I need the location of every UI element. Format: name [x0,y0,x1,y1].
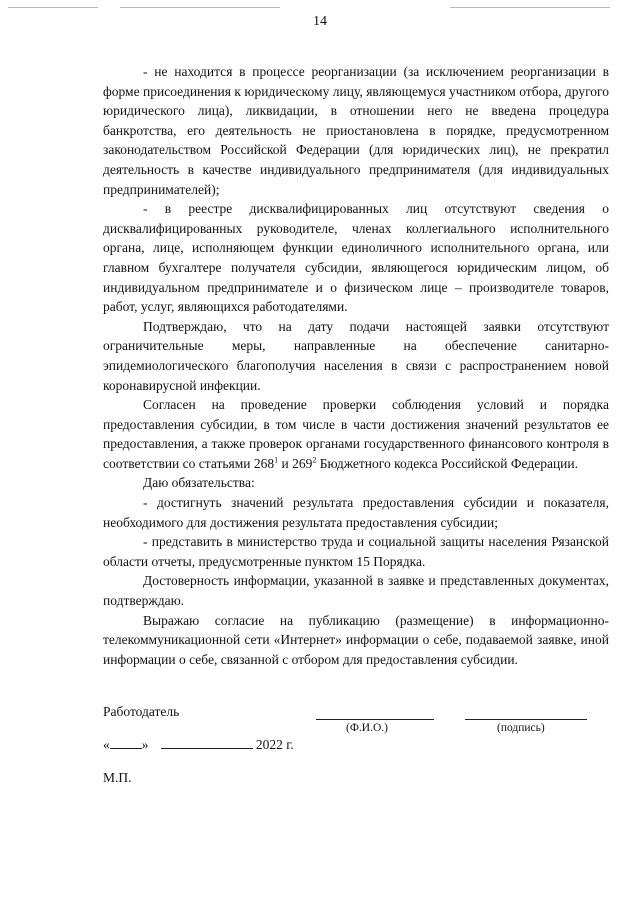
paragraph-accuracy: Достоверность информации, указанной в заявке и представленных документах, подтверждаю. [103,573,609,609]
date-row [103,736,294,753]
superscript-2: 2 [312,455,317,465]
document-body [103,62,609,669]
quote-open: « [103,737,110,752]
superscript-1: 1 [274,455,279,465]
paragraph-reorganization: - не находится в процессе реорганизации (за исключением реорганизации в форме присоединения к юридическому лицу, являющемуся участником отбора, другого юридического лица), ликвидации, в отношении него не введена процедура банкротства, его деятельность не приостановлена в порядке, предусмотренном законодательством Российской Федерации (для юридических лиц), не прекратил деятельность в качестве индивидуального предпринимателя (для индивидуальных предпринимателей); [103,64,609,197]
signature-line [465,719,587,720]
scan-artifact [8,7,98,8]
audit-consent-text: Согласен на проведение проверки соблюдения условий и порядка предоставления субсидии, в том числе в части достижения значений результатов ее предоставления, а также проверок органами государственного финансового контроля в соответствии со статьями 268 [103,397,609,471]
scan-artifact [450,7,610,8]
fio-line [316,719,434,720]
paragraph-audit-consent [103,395,609,473]
month-blank [161,736,253,749]
paragraph-obligation-result: - достигнуть значений результата предоставления субсидии и показателя, необходимого для достижения результата предоставления субсидии; [103,495,609,530]
audit-consent-text-end: Бюджетного кодекса Российской Федерации. [316,455,578,471]
stamp-label: М.П. [103,770,132,785]
signature-caption: (подпись) [497,722,545,734]
employer-label: Работодатель [103,704,180,719]
quote-close: » [141,737,149,752]
paragraph-publication-consent: Выражаю согласие на публикацию (размещение) в информационно-телекоммуникационной сети «Интернет» информации о себе, подаваемой заявке, иной информации о себе, связанной с отбором для предоставления субсидии. [103,612,609,667]
paragraph-obligations-heading: Даю обязательства: [143,475,255,491]
page-number: 14 [313,14,327,29]
paragraph-disqualified-registry: - в реестре дисквалифицированных лиц отсутствуют сведения о дисквалифицированных руководителе, членах коллегиального исполнительного органа, лице, исполняющем функции единоличного исполнительного органа, или главном бухгалтере получателя субсидии, являющегося юридическим лицом, об индивидуальном предпринимателе и о физическом лице – производителе товаров, работ, услуг, являющихся работодателями. [103,201,609,315]
paragraph-obligation-reports: - представить в министерство труда и социальной защиты населения Рязанской области отчеты, предусмотренные пунктом 15 Порядка. [103,534,609,569]
year-text: 2022 г. [255,737,294,752]
fio-caption: (Ф.И.О.) [346,722,388,734]
scan-artifact [120,7,280,8]
day-blank [110,736,142,749]
audit-consent-text-mid: и 269 [278,455,313,471]
paragraph-restrictive-measures: Подтверждаю, что на дату подачи настоящей заявки отсутствуют ограничительные меры, направленные на обеспечение санитарно-эпидемиологического благополучия населения в связи с распространением новой коронавирусной инфекции. [103,318,609,393]
